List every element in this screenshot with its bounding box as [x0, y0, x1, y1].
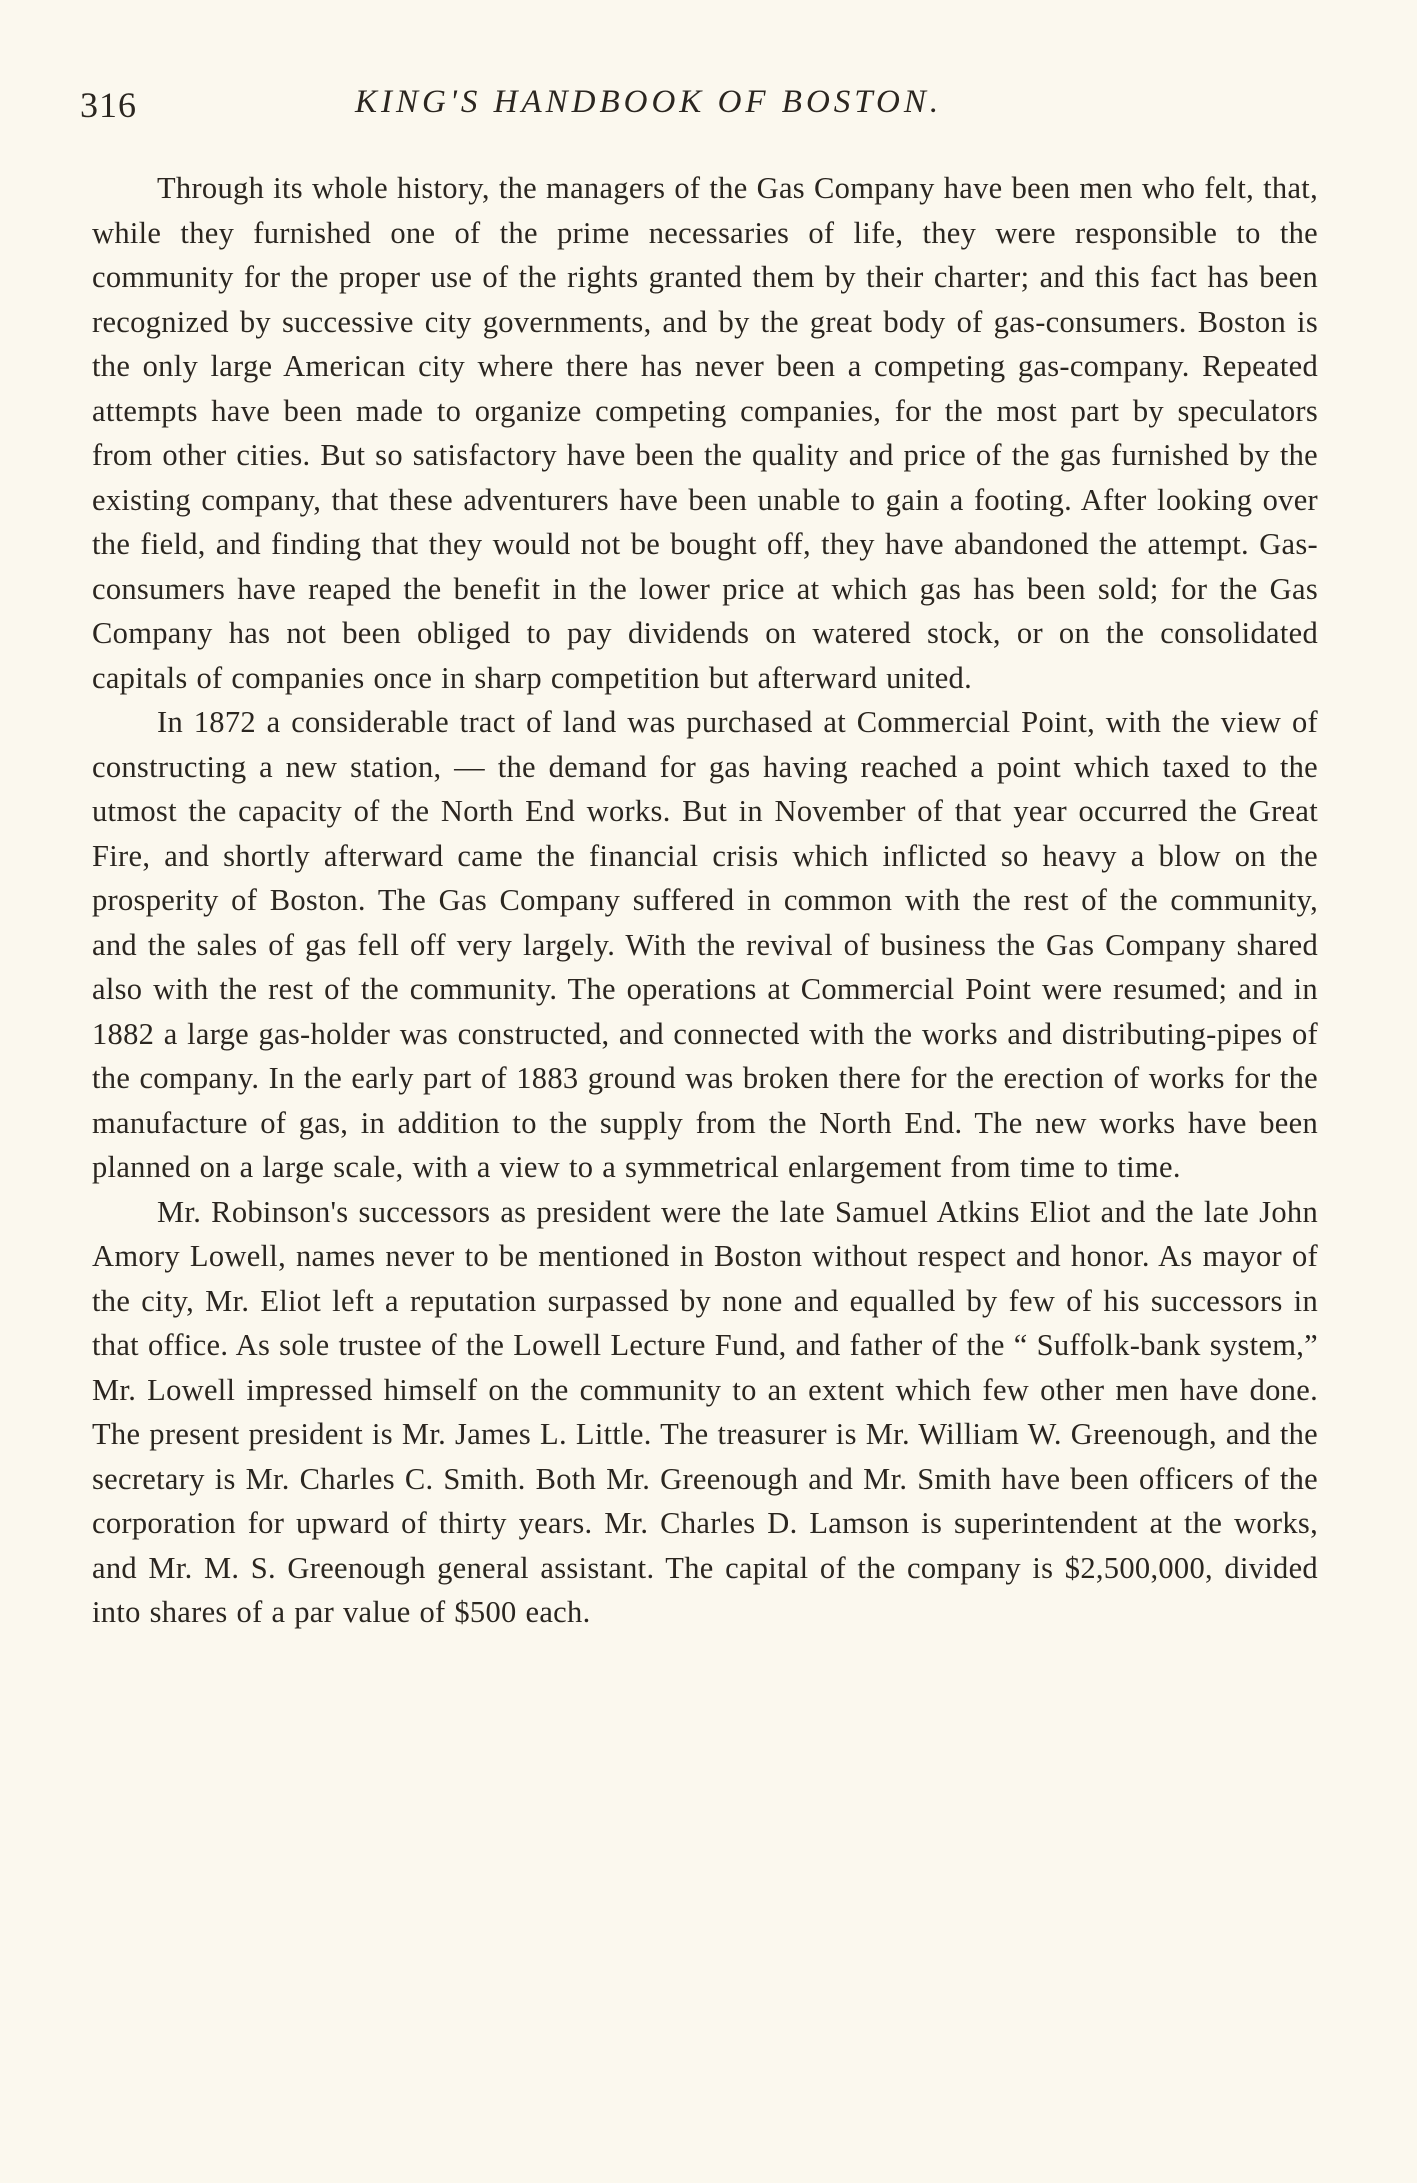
page-number: 316: [80, 85, 137, 125]
running-head: [80, 84, 1320, 134]
body-text: [92, 166, 1318, 1635]
running-title: KING'S HANDBOOK OF BOSTON.: [355, 84, 943, 120]
paragraph-company-officers: Mr. Robinson's successors as president were the late Samuel Atkins Eliot and the late John Amory Lowell, names never to be mentioned in Boston without respect and honor. As mayor of the city, Mr. Eliot left a reputation surpassed by none and equalled by few of his successors in that office. As sole trustee of the Lowell Lecture Fund, and father of the “ Suffolk-bank system,” Mr. Lowell impressed himself on the community to an extent which few other men have done. The present president is Mr. James L. Little. The treasurer is Mr. William W. Greenough, and the secretary is Mr. Charles C. Smith. Both Mr. Greenough and Mr. Smith have been officers of the corporation for upward of thirty years. Mr. Charles D. Lamson is superintendent at the works, and Mr. M. S. Greenough general assistant. The capital of the company is $2,500,000, divided into shares of a par value of $500 each.: [92, 1194, 1318, 1629]
paragraph-gas-company-history: Through its whole history, the managers of the Gas Company have been men who felt, that, while they furnished one of the prime necessaries of life, they were responsible to the community for the proper use of the rights granted them by their charter; and this fact has been recognized by successive city governments, and by the great body of gas-consumers. Boston is the only large American city where there has never been a competing gas-company. Repeated attempts have been made to organize competing companies, for the most part by speculators from other cities. But so satisfactory have been the quality and price of the gas furnished by the existing company, that these adventurers have been unable to gain a footing. After looking over the field, and finding that they would not be bought off, they have abandoned the attempt. Gas-consumers have reaped the benefit in the lower price at which gas has been sold; for the Gas Company has not been obliged to pay dividends on watered stock, or on the consolidated capitals of companies once in sharp competition but afterward united.: [92, 171, 1318, 695]
paragraph-commercial-point: In 1872 a considerable tract of land was purchased at Commercial Point, with the view of constructing a new station, — the demand for gas having reached a point which taxed to the utmost the capacity of the North End works. But in November of that year occurred the Great Fire, and shortly afterward came the financial crisis which inflicted so heavy a blow on the prosperity of Boston. The Gas Company suffered in common with the rest of the community, and the sales of gas fell off very largely. With the revival of business the Gas Company shared also with the rest of the community. The operations at Commercial Point were resumed; and in 1882 a large gas-holder was constructed, and connected with the works and distributing-pipes of the company. In the early part of 1883 ground was broken there for the erection of works for the manufacture of gas, in addition to the supply from the North End. The new works have been planned on a large scale, with a view to a symmetrical enlargement from time to time.: [92, 705, 1318, 1184]
